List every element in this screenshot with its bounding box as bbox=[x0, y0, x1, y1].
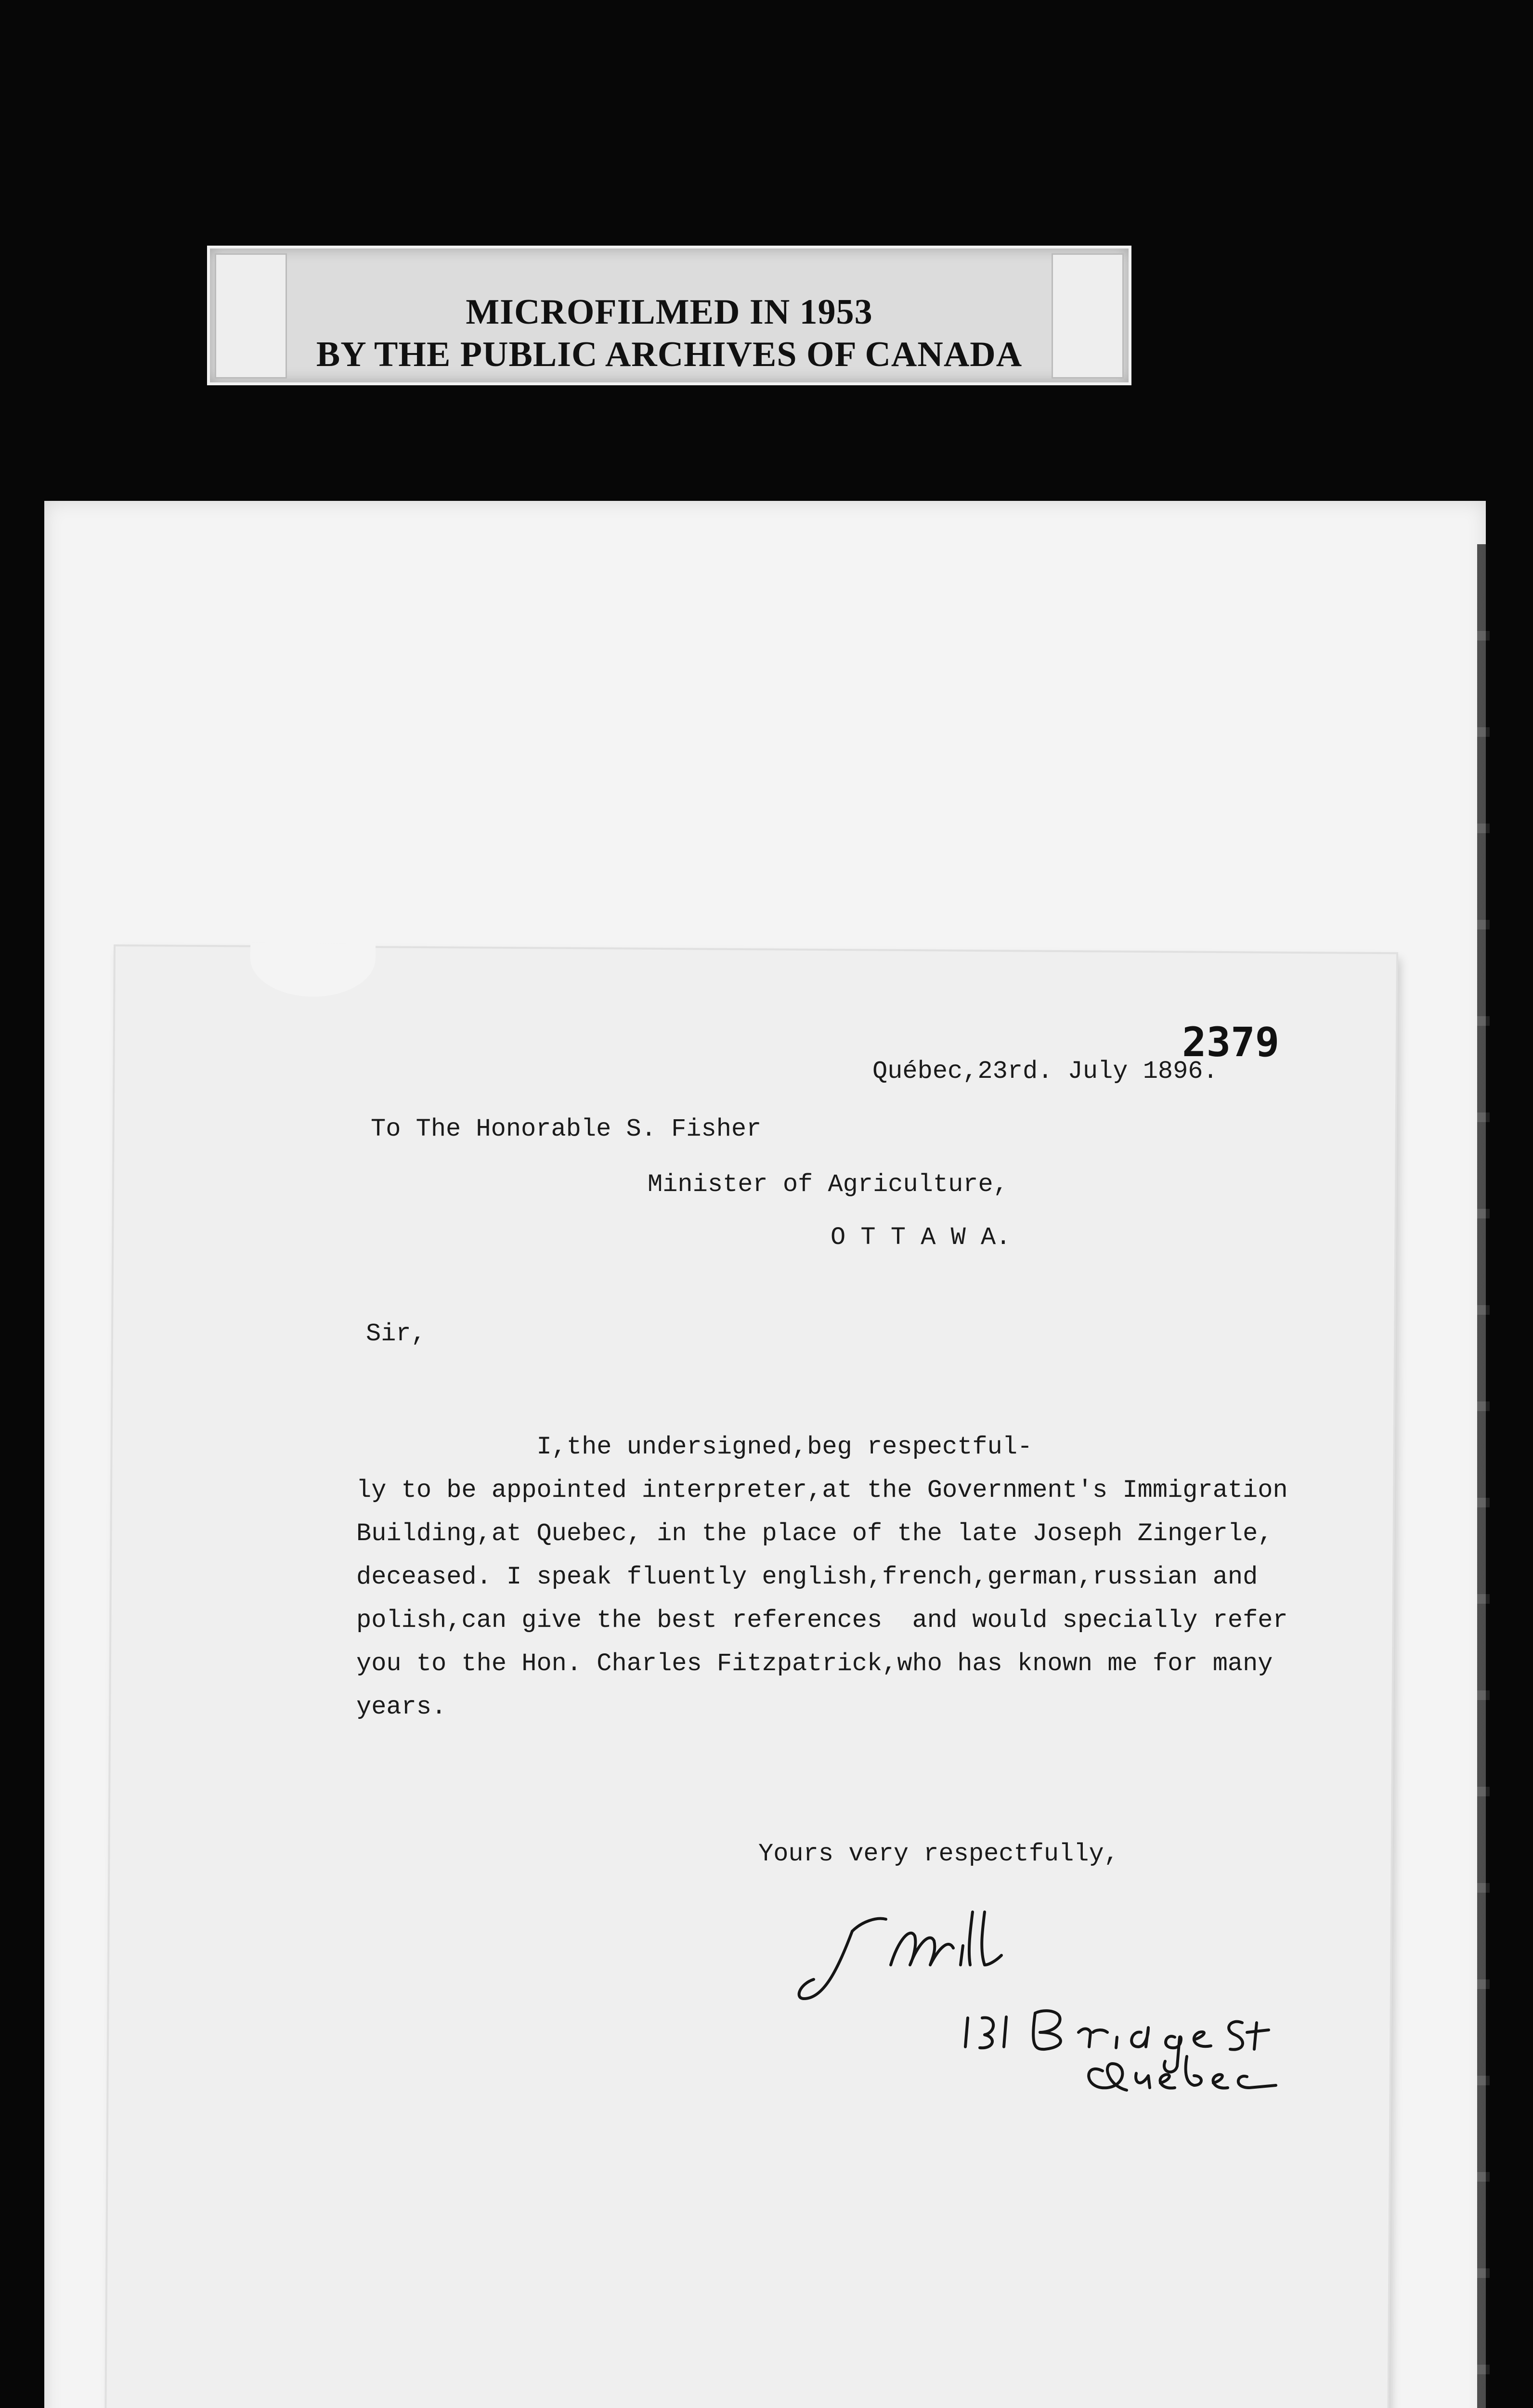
recipient-title: Minister of Agriculture, bbox=[648, 1170, 1008, 1199]
body-line: Building,at Quebec, in the place of the late Joseph Zingerle, bbox=[356, 1519, 1273, 1548]
body-line: years. bbox=[356, 1693, 447, 1721]
mount-edge-shadow bbox=[1477, 544, 1490, 2408]
body-line: deceased. I speak fluently english,french,german,russian and bbox=[356, 1563, 1258, 1591]
document-number: 2379 bbox=[1182, 1019, 1280, 1066]
body-line: polish,can give the best references and would specially refer bbox=[356, 1606, 1288, 1635]
recipient-name: To The Honorable S. Fisher bbox=[371, 1115, 762, 1143]
body-line: I,the undersigned,beg respectful- bbox=[356, 1433, 1033, 1461]
body-line: you to the Hon. Charles Fitzpatrick,who has known me for many bbox=[356, 1649, 1273, 1678]
archive-label-text bbox=[210, 291, 1129, 376]
salutation: Sir, bbox=[366, 1320, 426, 1348]
dateline: Québec,23rd. July 1896. bbox=[872, 1057, 1218, 1086]
recipient-city: O T T A W A. bbox=[831, 1223, 1011, 1252]
archive-microfilm-label bbox=[207, 246, 1131, 385]
handwritten-signature bbox=[794, 1893, 1324, 2095]
archive-label-line-2: BY THE PUBLIC ARCHIVES OF CANADA bbox=[316, 335, 1023, 374]
body-line: ly to be appointed interpreter,at the Government's Immigration bbox=[356, 1476, 1288, 1505]
paper-tear bbox=[250, 943, 376, 997]
archive-label-line-1: MICROFILMED IN 1953 bbox=[466, 292, 873, 332]
closing: Yours very respectfully, bbox=[758, 1840, 1119, 1868]
letter-body bbox=[356, 1426, 1288, 1729]
